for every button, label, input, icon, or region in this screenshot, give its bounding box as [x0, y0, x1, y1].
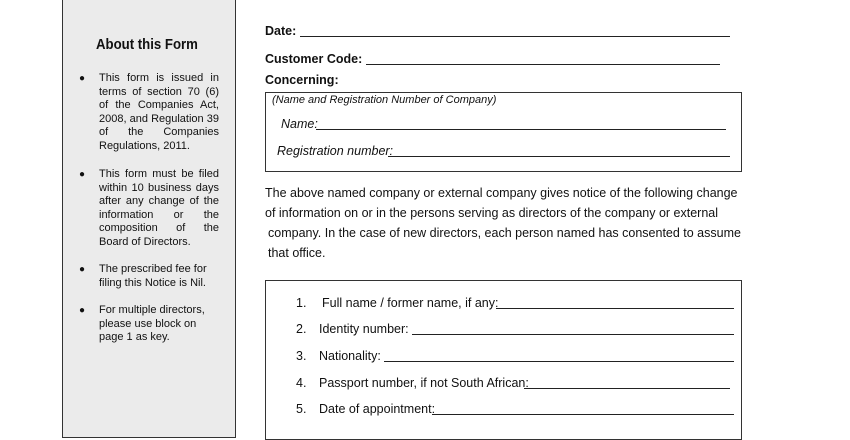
field-number: 2. [296, 322, 307, 336]
notice-line: company. In the case of new directors, each person named has consented to assume [268, 226, 741, 240]
date-field[interactable] [300, 36, 730, 37]
company-box-caption: (Name and Registration Number of Company) [272, 94, 497, 106]
date-of-appointment-field[interactable] [432, 414, 734, 415]
notice-line: of information on or in the persons serving as directors of the company or external [265, 206, 719, 220]
sidebar-item: For multiple directors, please use block on page 1 as key. [99, 304, 205, 343]
about-form-sidebar [62, 0, 236, 438]
full-name-field[interactable] [496, 308, 734, 309]
sidebar-title: About this Form [96, 36, 198, 53]
field-number: 1. [296, 296, 307, 310]
bullet-icon: ● [79, 305, 86, 316]
company-box [265, 92, 742, 172]
notice-line: that office. [268, 246, 326, 260]
identity-number-field[interactable] [412, 334, 734, 335]
registration-number-field[interactable] [388, 156, 730, 157]
field-number: 5. [296, 402, 307, 416]
identity-number-label: Identity number: [319, 322, 409, 336]
customer-code-field[interactable] [366, 64, 720, 65]
bullet-icon: ● [79, 73, 86, 84]
director-details-box [265, 280, 742, 440]
date-label: Date: [265, 24, 297, 38]
passport-number-label: Passport number, if not South African: [319, 376, 529, 390]
notice-line: The above named company or external company gives notice of the following change [265, 186, 738, 200]
passport-number-field[interactable] [524, 388, 730, 389]
sidebar-item: This form must be filed within 10 business days after any change of the information or the composition of the Board of Directors. [99, 168, 219, 248]
full-name-label: Full name / former name, if any: [322, 296, 499, 310]
field-number: 3. [296, 349, 307, 363]
field-number: 4. [296, 376, 307, 390]
date-of-appointment-label: Date of appointment: [319, 402, 436, 416]
nationality-field[interactable] [384, 361, 734, 362]
sidebar-item: This form is issued in terms of section 70 (6) of the Companies Act, 2008, and Regulation 39 of the Companies Regulations, 2011. [99, 72, 219, 152]
concerning-label: Concerning: [265, 73, 339, 87]
bullet-icon: ● [79, 169, 86, 180]
customer-code-label: Customer Code: [265, 52, 363, 66]
sidebar-item: The prescribed fee for filing this Notice is Nil. [99, 263, 207, 289]
bullet-icon: ● [79, 264, 86, 275]
company-name-field[interactable] [316, 129, 726, 130]
registration-number-label: Registration number: [277, 144, 394, 158]
nationality-label: Nationality: [319, 349, 381, 363]
company-name-label: Name: [281, 117, 318, 131]
